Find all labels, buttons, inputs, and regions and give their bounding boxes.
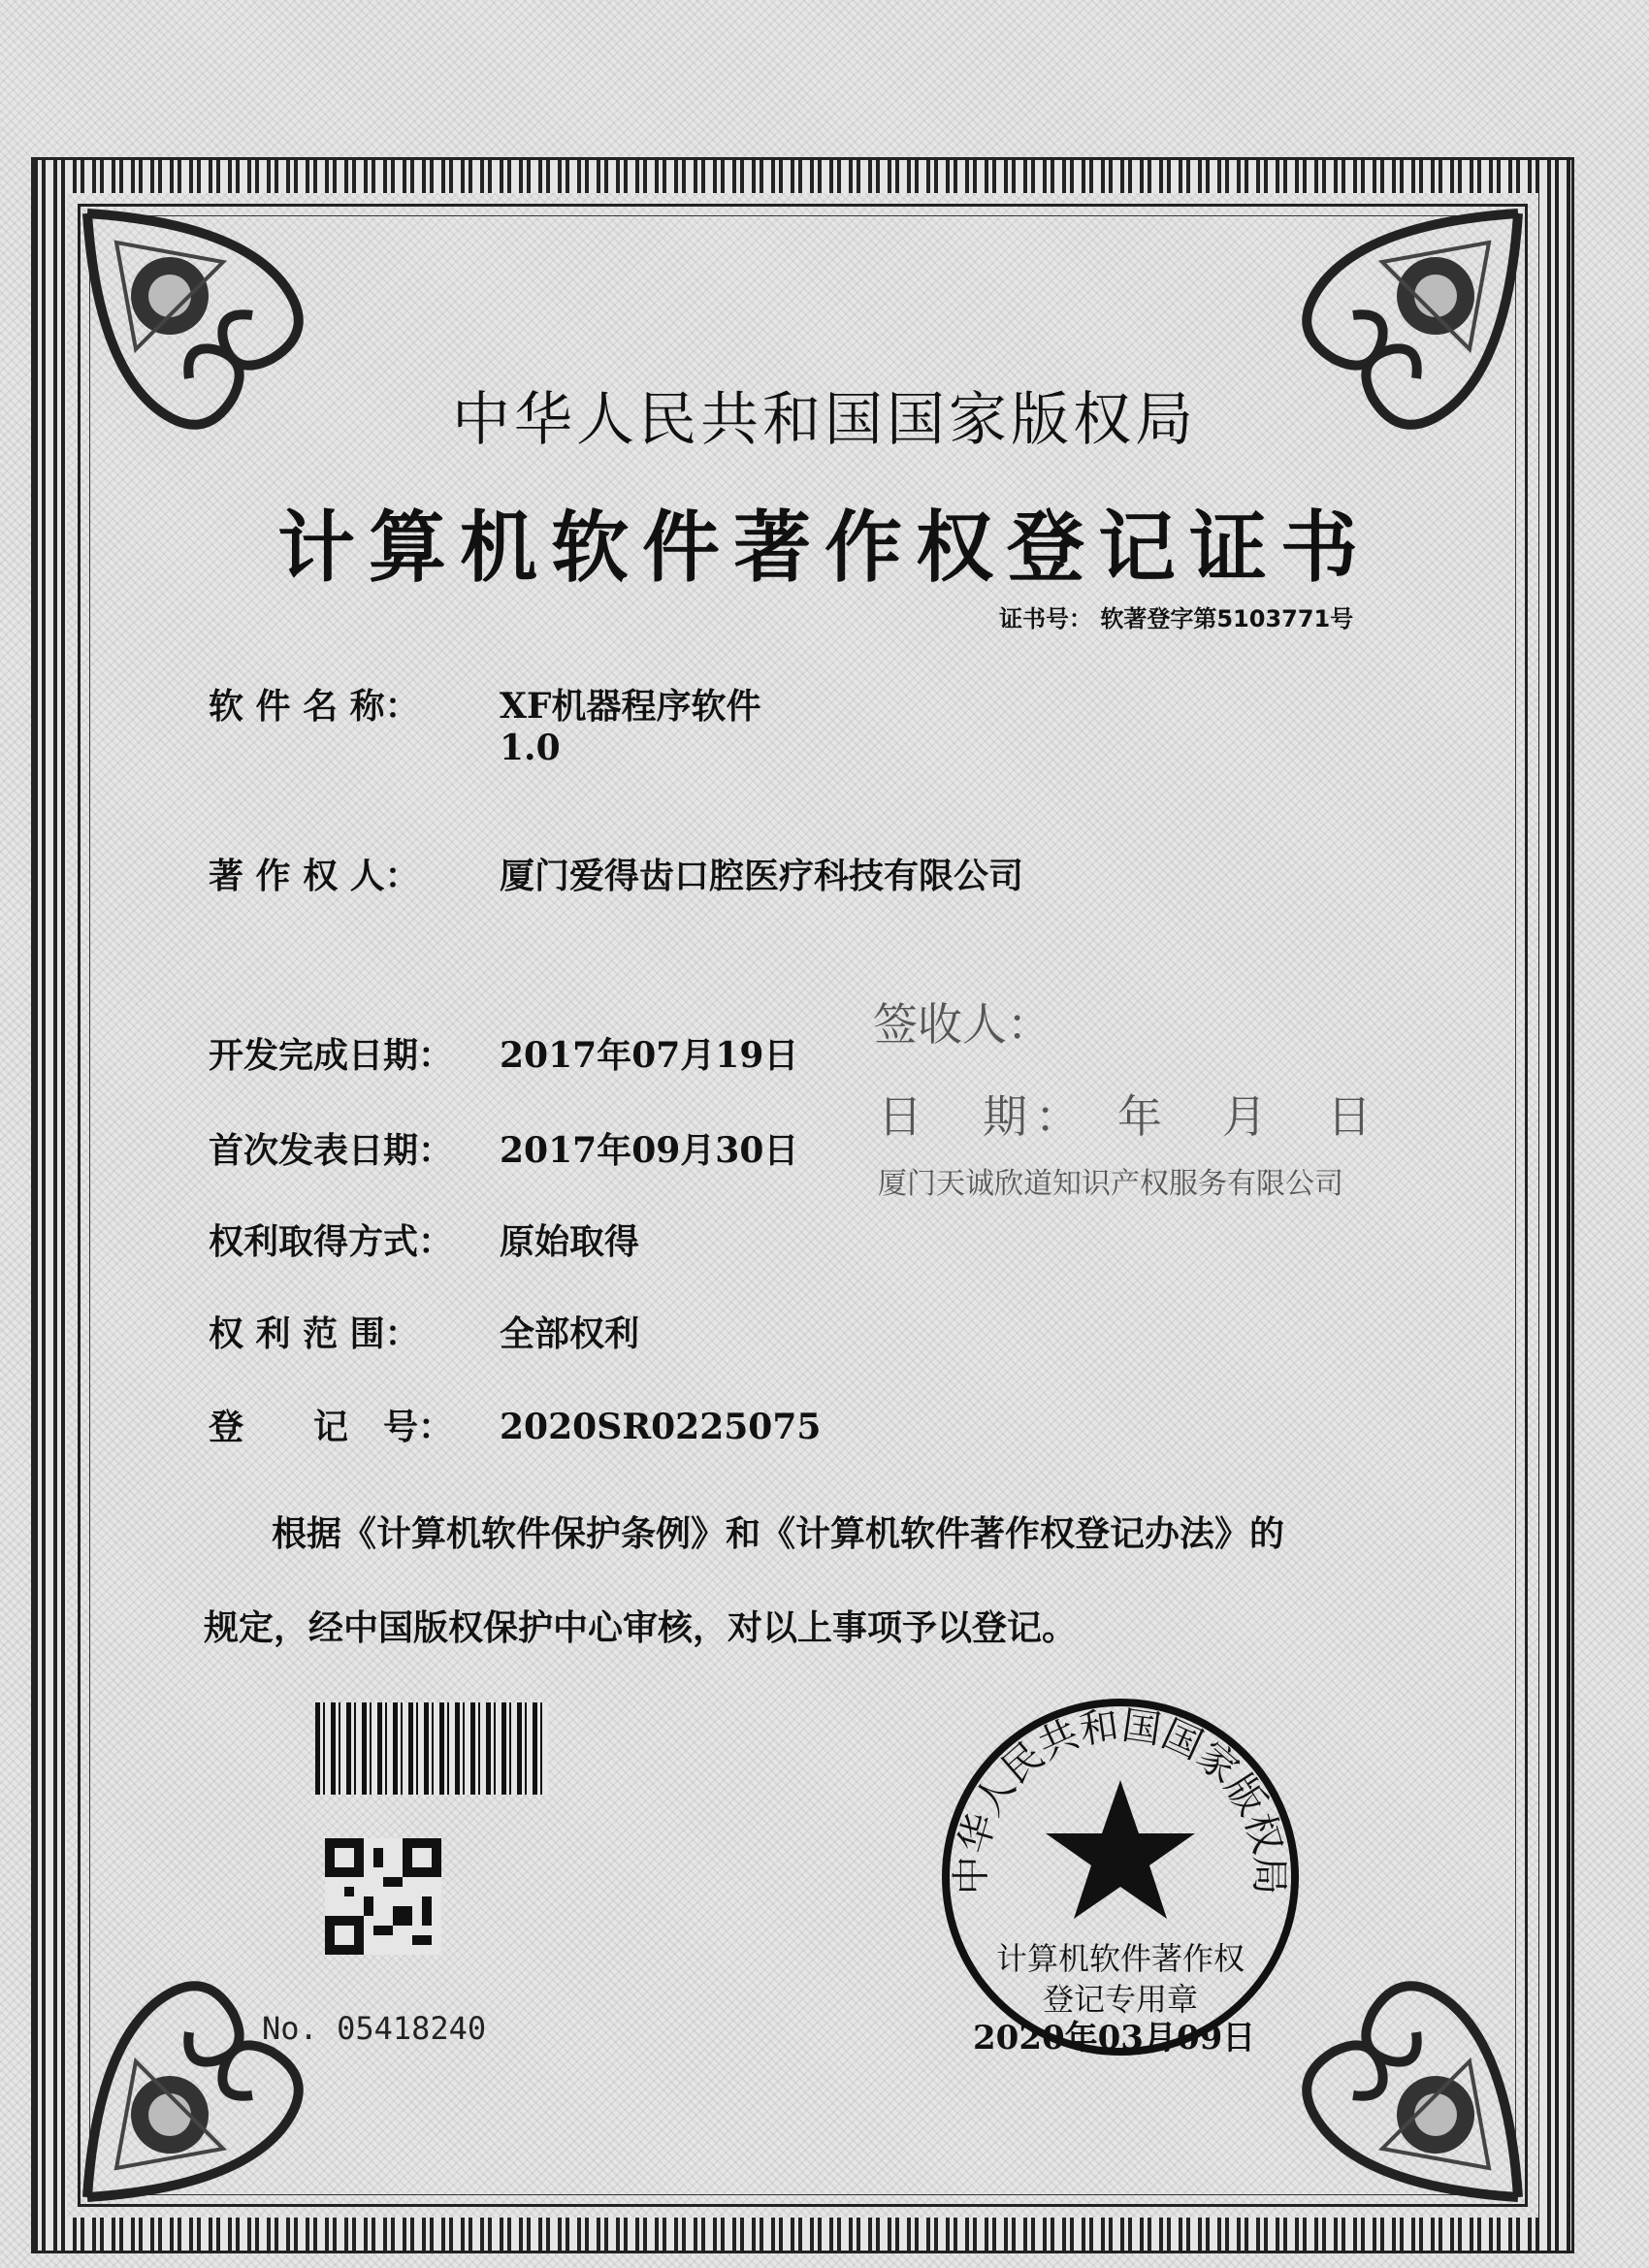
seal-inner-line-2: 登记专用章	[1042, 1981, 1199, 2018]
field-label: 著 作 权 人：	[209, 856, 420, 896]
field-registration-number	[209, 1400, 821, 1449]
field-value: 2017年09月30日	[500, 1130, 799, 1171]
certificate-number: 证书号： 软著登字第5103771号	[999, 605, 1354, 632]
field-label: 开发完成日期：	[209, 1035, 454, 1076]
receipt-receiver: 签收人：	[873, 998, 1051, 1051]
field-value: 原始取得	[500, 1221, 640, 1262]
field-value: 2020SR0225075	[500, 1407, 822, 1447]
issuing-authority: 中华人民共和国国家版权局	[452, 386, 1197, 454]
corner-ornament-top-right	[1208, 204, 1528, 524]
field-value: 全部权利	[500, 1313, 640, 1354]
issue-date: 2020年03月09日	[973, 2019, 1256, 2057]
official-seal	[931, 1688, 1310, 2066]
field-value: 2017年07月19日	[500, 1035, 799, 1076]
field-software-name	[209, 679, 761, 768]
certificate-title: 计算机软件著作权登记证书	[277, 502, 1372, 593]
field-dev-date	[209, 1028, 798, 1078]
field-label: 软 件 名 称：	[209, 686, 420, 727]
field-rights-method	[209, 1215, 639, 1264]
serial-number: No. 05418240	[262, 2010, 487, 2047]
statement-line-2: 规定，经中国版权保护中心审核，对以上事项予以登记。	[204, 1607, 1078, 1648]
field-label: 权 利 范 围：	[209, 1313, 420, 1354]
seal-inner-line-1: 计算机软件著作权	[995, 1940, 1245, 1977]
seal-ring-text: 中华人民共和国国家版权局	[949, 1702, 1292, 1895]
receipt-company: 厦门天诚欣道知识产权服务有限公司	[878, 1167, 1343, 1201]
field-version: 1.0	[500, 728, 561, 768]
field-label: 登 记 号：	[209, 1407, 454, 1447]
receipt-date-line: 日 期： 年 月 日	[878, 1090, 1379, 1143]
field-label: 权利取得方式：	[209, 1221, 454, 1262]
field-owner	[209, 849, 1023, 898]
qr-code	[325, 1838, 441, 1955]
field-value: 厦门爱得齿口腔医疗科技有限公司	[500, 856, 1024, 896]
field-label: 首次发表日期：	[209, 1130, 454, 1171]
field-pub-date	[209, 1123, 798, 1173]
corner-ornament-top-left	[78, 204, 398, 524]
field-rights-scope	[209, 1307, 639, 1356]
statement-line-1: 根据《计算机软件保护条例》和《计算机软件著作权登记办法》的	[272, 1513, 1285, 1554]
barcode	[315, 1702, 548, 1795]
field-value: XF机器程序软件	[500, 686, 761, 727]
